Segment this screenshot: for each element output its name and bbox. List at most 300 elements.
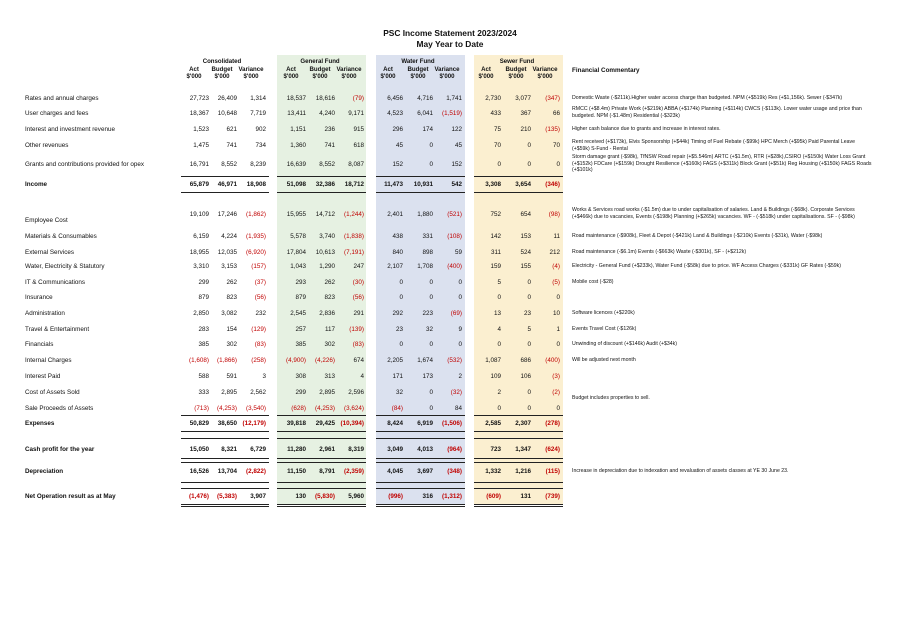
row-commentary: Road maintenance (-$908k), Fleet & Depot (-$421k) Land & Buildings (-$210k) Events (-$31k), Water (-$98k) [572,233,823,239]
table-cell: 898 [422,249,433,256]
table-cell: 4,045 [387,468,403,475]
rule-line [181,506,269,507]
table-cell: 1,708 [417,263,433,270]
table-cell: (56) [254,294,266,301]
table-cell: 4 [497,326,501,333]
table-cell: 10,613 [315,249,335,256]
table-cell: 0 [458,341,462,348]
table-cell: 291 [353,310,364,317]
table-cell: (7,191) [344,249,364,256]
table-cell: 5,960 [348,493,364,500]
column-header-unit: $'000 [478,73,494,80]
table-cell: 70 [552,142,560,149]
table-cell: 6,919 [417,420,433,427]
table-cell: (30) [352,279,364,286]
table-cell: (83) [254,341,266,348]
table-cell: (1,838) [344,233,364,240]
table-cell: 223 [422,310,433,317]
table-cell: 292 [392,310,403,317]
table-cell: 2,562 [250,389,266,396]
table-cell: 302 [226,341,237,348]
table-cell: 10,931 [413,181,433,188]
table-cell: 2,107 [387,263,403,270]
table-cell: 152 [451,161,462,168]
table-cell: 46,971 [217,181,237,188]
column-header [236,66,266,80]
rule-line [474,192,563,193]
table-cell: (12,179) [242,420,266,427]
table-cell: 618 [353,142,364,149]
table-cell: 8,791 [319,468,335,475]
table-cell: 13,704 [217,468,237,475]
table-cell: 109 [490,373,501,380]
table-cell: (1,862) [246,211,266,218]
table-cell: 0 [458,294,462,301]
column-header [432,66,462,80]
table-cell: 542 [451,181,462,188]
table-cell: 308 [295,373,306,380]
table-cell: 11 [553,233,560,240]
table-cell: 9 [458,326,462,333]
rule-line [474,506,563,507]
table-cell: 131 [520,493,531,500]
column-header-top: Variance [532,66,558,73]
table-cell: 2,850 [193,310,209,317]
rule-line [181,458,269,459]
table-cell: (628) [291,405,306,412]
column-header-top: Variance [336,66,362,73]
row-label: Materials & Consumables [25,233,97,240]
column-header-unit: $'000 [410,73,426,80]
table-cell: (69) [450,310,462,317]
table-cell: 741 [324,142,335,149]
table-cell: 6,729 [250,446,266,453]
row-label: Insurance [25,294,53,301]
table-cell: (964) [447,446,462,453]
group-header-1: General Fund [300,58,340,65]
table-cell: 1,087 [485,357,501,364]
table-cell: (10,394) [340,420,364,427]
row-commentary: Works & Services road works (-$1.5m) due to under capitalisation of salaries. Land & Buildings (-$68k). Corporate Services (+$466k) due to vacancies, Events (-$198k) Planning (+$265k) vacancies. WF - (-$518k) under capitalisations. SF - (-$98k) [572,207,855,220]
table-cell: 2,836 [319,310,335,317]
table-cell: 1,360 [290,142,306,149]
column-header-top: Variance [238,66,264,73]
table-cell: 367 [520,110,531,117]
table-cell: 0 [527,142,531,149]
group-header-3: Sewer Fund [499,58,535,65]
table-cell: 296 [392,126,403,133]
table-cell: (5,383) [217,493,237,500]
column-header-top: Act [286,66,296,73]
table-cell: 0 [527,279,531,286]
table-cell: 0 [399,294,403,301]
rule-line [376,458,465,459]
table-cell: (2) [552,389,560,396]
table-cell: 0 [527,389,531,396]
column-header [334,66,364,80]
table-cell: 15,955 [286,211,306,218]
table-cell: 38,650 [217,420,237,427]
table-cell: 0 [497,341,501,348]
table-cell: 8,319 [348,446,364,453]
table-cell: 385 [198,341,209,348]
table-cell: 65,879 [189,181,209,188]
table-cell: 1,151 [290,126,306,133]
table-cell: 75 [493,126,501,133]
column-header [305,66,335,80]
table-cell: 17,246 [217,211,237,218]
table-cell: 18,367 [189,110,209,117]
table-cell: 257 [295,326,306,333]
rule-line [277,431,366,432]
table-cell: 591 [226,373,237,380]
table-cell: (37) [254,279,266,286]
row-label: Sale Proceeds of Assets [25,405,94,412]
table-cell: 0 [399,279,403,286]
table-cell: 27,723 [189,95,209,102]
table-cell: 1,347 [515,446,531,453]
table-cell: 915 [353,126,364,133]
table-cell: 0 [556,294,560,301]
table-cell: 3 [262,373,266,380]
table-cell: 66 [552,110,560,117]
table-cell: 2,895 [319,389,335,396]
row-commentary: Mobile cost (-$28) [572,279,614,285]
table-cell: 3,308 [485,181,501,188]
rule-line [474,438,563,439]
table-cell: 50,829 [189,420,209,427]
table-cell: 3,740 [319,233,335,240]
table-cell: 262 [226,279,237,286]
table-cell: 0 [556,161,560,168]
row-label: Grants and contributions provided for opex [25,161,145,168]
table-cell: 0 [527,341,531,348]
table-cell: 3,077 [515,95,531,102]
table-cell: (609) [486,493,501,500]
table-cell: 12,035 [217,249,237,256]
table-cell: 173 [422,373,433,380]
table-cell: 9,171 [348,110,364,117]
table-cell: 311 [490,249,501,256]
rule-line [181,415,269,416]
group-header-2: Water Fund [401,58,435,65]
table-cell: (624) [545,446,560,453]
table-cell: (713) [194,405,209,412]
table-cell: 4,240 [319,110,335,117]
row-label: Depreciation [25,468,64,475]
table-cell: 331 [422,233,433,240]
column-header-top: Act [189,66,199,73]
table-cell: 723 [490,446,501,453]
table-cell: 32,386 [315,181,335,188]
table-cell: 159 [490,263,501,270]
table-cell: 1,216 [515,468,531,475]
row-label: Expenses [25,420,55,427]
table-cell: 13,411 [287,110,306,117]
table-cell: 3,697 [417,468,433,475]
table-cell: 84 [454,405,462,412]
table-cell: (98) [548,211,560,218]
table-cell: (3,624) [344,405,364,412]
table-cell: 1,741 [446,95,462,102]
table-cell: 212 [549,249,560,256]
rule-line [474,415,563,416]
table-cell: (2,359) [344,468,364,475]
table-cell: (346) [545,181,560,188]
table-cell: 0 [527,294,531,301]
table-cell: 0 [429,279,433,286]
table-cell: (532) [447,357,462,364]
rule-line [181,431,269,432]
table-cell: (79) [352,95,364,102]
table-cell: 2,205 [387,357,403,364]
table-cell: 283 [198,326,209,333]
table-cell: 299 [198,279,209,286]
rule-line [376,488,465,489]
rule-line [376,482,465,483]
table-cell: 823 [324,294,335,301]
row-label: Cash profit for the year [25,446,95,453]
table-cell: 438 [392,233,403,240]
table-cell: 316 [422,493,433,500]
row-commentary: Storm damage grant (-$98k), TfNSW Road repair (+$5.546m) ARTC (+$1.5m), RTR (+$28k),CSIRO (+$150k) Water Loss Grant (+$152k) FDCare (+$159k) Drought Resilience (+$160k) FAGS (+$311k) Block Grant (+$51k) Reg Housing (+$150k) FAGS Roads (+$101k) [572,154,872,174]
table-cell: 3,654 [515,181,531,188]
table-cell: 1,290 [319,263,335,270]
row-label: Interest and investment revenue [25,126,115,133]
rule-line [376,462,465,463]
row-commentary: Unwinding of discount (+$146k) Audit (+$34k) [572,341,677,347]
table-cell: 15,050 [189,446,209,453]
table-cell: 2,545 [290,310,306,317]
column-header-top: Budget [505,66,527,73]
table-cell: 840 [392,249,403,256]
row-label: Cost of Assets Sold [25,389,80,396]
table-cell: 879 [295,294,306,301]
table-cell: 19,109 [189,211,209,218]
rule-line [376,506,465,507]
row-commentary: Software licences (+$220k) [572,310,635,316]
table-cell: 0 [429,161,433,168]
table-cell: (739) [545,493,560,500]
table-cell: (400) [447,263,462,270]
row-label: Internal Charges [25,357,72,364]
table-cell: 302 [324,341,335,348]
rule-line [376,192,465,193]
rule-line [277,415,366,416]
table-cell: (56) [352,294,364,301]
table-cell: 153 [520,233,531,240]
table-cell: (135) [545,126,560,133]
rule-line [181,488,269,489]
table-cell: 4,224 [221,233,237,240]
table-cell: 6,159 [193,233,209,240]
rule-line [277,458,366,459]
table-cell: 13 [493,310,501,317]
table-cell: (5,830) [315,493,335,500]
table-cell: 433 [490,110,501,117]
table-cell: (83) [352,341,364,348]
row-commentary: Road maintenance (-$6.1m) Events (-$663k) Waste (-$301k), SF - (+$212k) [572,249,747,255]
table-cell: 0 [497,405,501,412]
table-cell: 1,880 [417,211,433,218]
rule-line [181,192,269,193]
table-cell: 621 [226,126,237,133]
table-cell: 0 [527,161,531,168]
table-cell: 117 [324,326,335,333]
table-cell: 3,049 [387,446,403,453]
table-cell: 5 [497,279,501,286]
table-cell: 142 [490,233,501,240]
rule-line [277,192,366,193]
row-label: IT & Communications [25,279,86,286]
table-cell: 8,424 [387,420,403,427]
table-cell: (1,866) [217,357,237,364]
table-cell: 11,473 [384,181,403,188]
table-cell: 8,087 [348,161,364,168]
table-cell: (1,244) [344,211,364,218]
table-cell: 45 [395,142,403,149]
table-cell: 0 [556,405,560,412]
table-cell: (258) [251,357,266,364]
table-cell: 154 [226,326,237,333]
rule-line [474,176,563,177]
table-cell: 0 [429,405,433,412]
table-cell: 10 [552,310,560,317]
table-cell: 741 [226,142,237,149]
commentary-header: Financial Commentary [572,67,640,74]
rule-line [474,431,563,432]
table-cell: (4,226) [315,357,335,364]
table-cell: 2,401 [387,211,403,218]
row-label: Financials [25,341,54,348]
row-commentary: Domestic Waste (-$211k).Higher water access charge than budgeted. NPM (+$519k) Res (+$1,156k). Sewer (-$347k) [572,95,843,101]
table-cell: 0 [429,142,433,149]
table-cell: 654 [520,211,531,218]
rule-line [474,458,563,459]
rule-line [181,504,269,505]
row-label: Interest Paid [25,373,61,380]
table-cell: 879 [198,294,209,301]
table-cell: (278) [545,420,560,427]
rule-line [277,438,366,439]
table-cell: 18,616 [315,95,335,102]
table-cell: 1,314 [250,95,266,102]
row-label: Employee Cost [25,217,68,224]
rule-line [376,438,465,439]
table-cell: 0 [429,389,433,396]
table-cell: 3,153 [221,263,237,270]
report-title: PSC Income Statement 2023/2024 [383,28,517,38]
rule-line [277,482,366,483]
table-cell: 1,332 [485,468,501,475]
table-cell: 11,150 [287,468,306,475]
table-cell: 210 [520,126,531,133]
row-label: Travel & Entertainment [25,326,90,333]
table-cell: 32 [395,389,403,396]
rule-line [277,506,366,507]
table-cell: 14,712 [315,211,335,218]
column-header [403,66,433,80]
rule-line [474,482,563,483]
row-label: Net Operation result as at May [25,493,116,500]
table-cell: (1,506) [442,420,462,427]
row-commentary: Budget includes properties to sell. [572,395,650,401]
table-cell: 18,908 [246,181,266,188]
column-header-unit: $'000 [312,73,328,80]
column-header-unit: $'000 [341,73,357,80]
table-cell: 0 [429,341,433,348]
table-cell: (157) [251,263,266,270]
table-cell: (1,608) [189,357,209,364]
table-cell: (521) [447,211,462,218]
table-cell: (1,519) [442,110,462,117]
column-header-top: Act [481,66,491,73]
rule-line [376,176,465,177]
table-cell: 752 [490,211,501,218]
table-cell: 2 [497,389,501,396]
table-cell: 39,818 [286,420,306,427]
table-cell: 4,013 [417,446,433,453]
table-cell: (996) [388,493,403,500]
column-header-unit: $'000 [508,73,524,80]
table-cell: (4,900) [286,357,306,364]
table-cell: (4,253) [217,405,237,412]
table-cell: (108) [447,233,462,240]
table-cell: 588 [198,373,209,380]
column-header-unit: $'000 [283,73,299,80]
column-header-top: Variance [434,66,460,73]
table-cell: 174 [422,126,433,133]
column-header-unit: $'000 [537,73,553,80]
column-header [471,66,501,80]
table-cell: 902 [255,126,266,133]
table-cell: 106 [520,373,531,380]
table-cell: 1,043 [290,263,306,270]
column-header [373,66,403,80]
column-header-unit: $'000 [186,73,202,80]
table-cell: 122 [451,126,462,133]
rule-line [376,415,465,416]
table-cell: 734 [255,142,266,149]
table-cell: (400) [545,357,560,364]
report-subtitle: May Year to Date [416,39,484,49]
table-cell: 23 [395,326,403,333]
table-cell: 313 [324,373,335,380]
table-cell: 4,716 [417,95,433,102]
rule-line [181,176,269,177]
row-commentary: Events Travel Cost (-$126k) [572,326,637,332]
table-cell: 524 [520,249,531,256]
column-header-top: Act [383,66,393,73]
table-cell: 6,456 [387,95,403,102]
table-cell: (6,920) [246,249,266,256]
table-cell: 18,712 [344,181,364,188]
table-cell: 0 [497,161,501,168]
column-header-top: Budget [309,66,331,73]
table-cell: 10,648 [217,110,237,117]
table-cell: 4,523 [387,110,403,117]
rule-line [277,462,366,463]
table-cell: (84) [391,405,403,412]
table-cell: 3,907 [250,493,266,500]
rule-line [277,488,366,489]
row-commentary: Electricity - General Fund (+$233k), Water Fund (-$58k) due to price. WF Access Charges (-$331k) GF Rates (-$59k) [572,263,841,269]
row-commentary: RMCC (+$8.4m) Private Work (+$219k) ABBA (+$174k) Planning (+$114k) CWCS (-$113k). Lower water usage and price than budgeted. NPM (-$1.48m) Residential (-$323k) [572,106,862,119]
table-cell: 6,041 [417,110,433,117]
rule-line [474,462,563,463]
row-label: User charges and fees [25,110,89,117]
table-cell: 155 [520,263,531,270]
